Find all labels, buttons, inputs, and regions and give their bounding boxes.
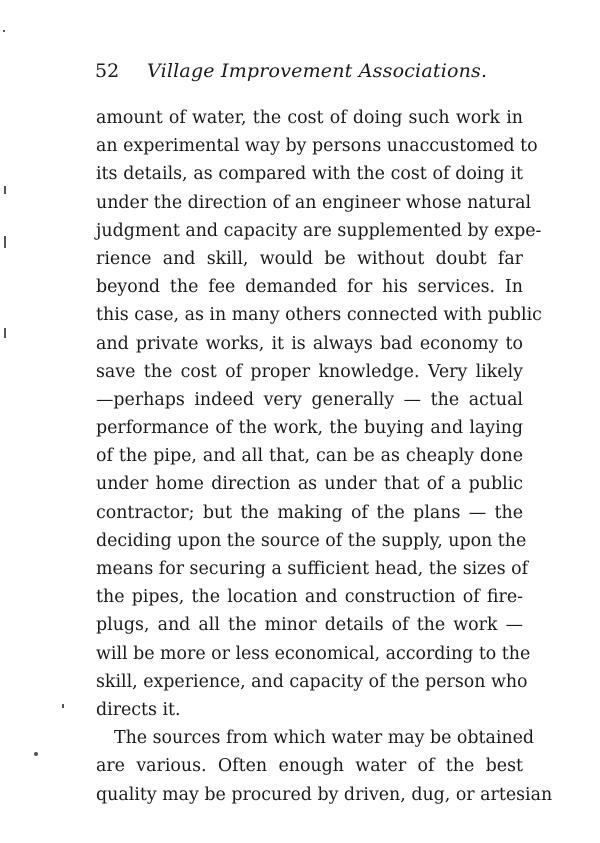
text-line: will be more or less economical, according to the — [96, 643, 531, 664]
text-line: save the cost of proper knowledge. Very likely — [96, 361, 523, 382]
scan-mark — [4, 236, 6, 248]
text-line: plugs, and all the minor details of the work — — [96, 615, 523, 636]
text-line: amount of water, the cost of doing such work in — [96, 108, 523, 128]
text-line: its details, as compared with the cost of doing it — [96, 164, 523, 185]
scan-mark — [3, 30, 5, 32]
text-line: are various. Often enough water of the best — [96, 756, 523, 777]
page-number: 52 — [95, 60, 120, 82]
body-text — [96, 104, 553, 809]
scan-mark — [34, 752, 38, 756]
text-line: quality may be procured by driven, dug, or artesian — [96, 784, 553, 805]
text-line: under home direction as under that of a public — [96, 474, 523, 495]
running-head — [95, 60, 525, 90]
scan-mark — [62, 704, 64, 708]
text-line: means for securing a sufficient head, the sizes of — [96, 559, 529, 579]
text-line: contractor; but the making of the plans — the — [96, 502, 523, 523]
text-line: the pipes, the location and construction of fire- — [96, 587, 523, 608]
text-line: rience and skill, would be without doubt far — [96, 248, 523, 269]
text-line: of the pipe, and all that, can be as cheaply done — [96, 446, 523, 467]
text-line: performance of the work, the buying and laying — [96, 418, 523, 439]
text-line: skill, experience, and capacity of the person who — [96, 671, 528, 692]
text-line: this case, as in many others connected with public — [96, 305, 542, 326]
text-line: judgment and capacity are supplemented by expe- — [96, 220, 542, 241]
text-line: an experimental way by persons unaccustomed to — [96, 136, 538, 157]
paragraph-start-line: The sources from which water may be obtained — [114, 728, 535, 749]
text-line: beyond the fee demanded for his services. In — [96, 277, 523, 298]
text-line: deciding upon the source of the supply, upon the — [96, 530, 527, 551]
paragraph-end-line: directs it. — [96, 699, 181, 720]
running-title: Village Improvement Associations. — [147, 60, 488, 82]
text-line: and private works, it is always bad economy to — [96, 333, 523, 354]
scan-mark — [4, 328, 6, 338]
text-line: —perhaps indeed very generally — the actual — [96, 389, 523, 410]
scan-mark — [4, 186, 6, 194]
text-line: under the direction of an engineer whose natural — [96, 192, 532, 213]
